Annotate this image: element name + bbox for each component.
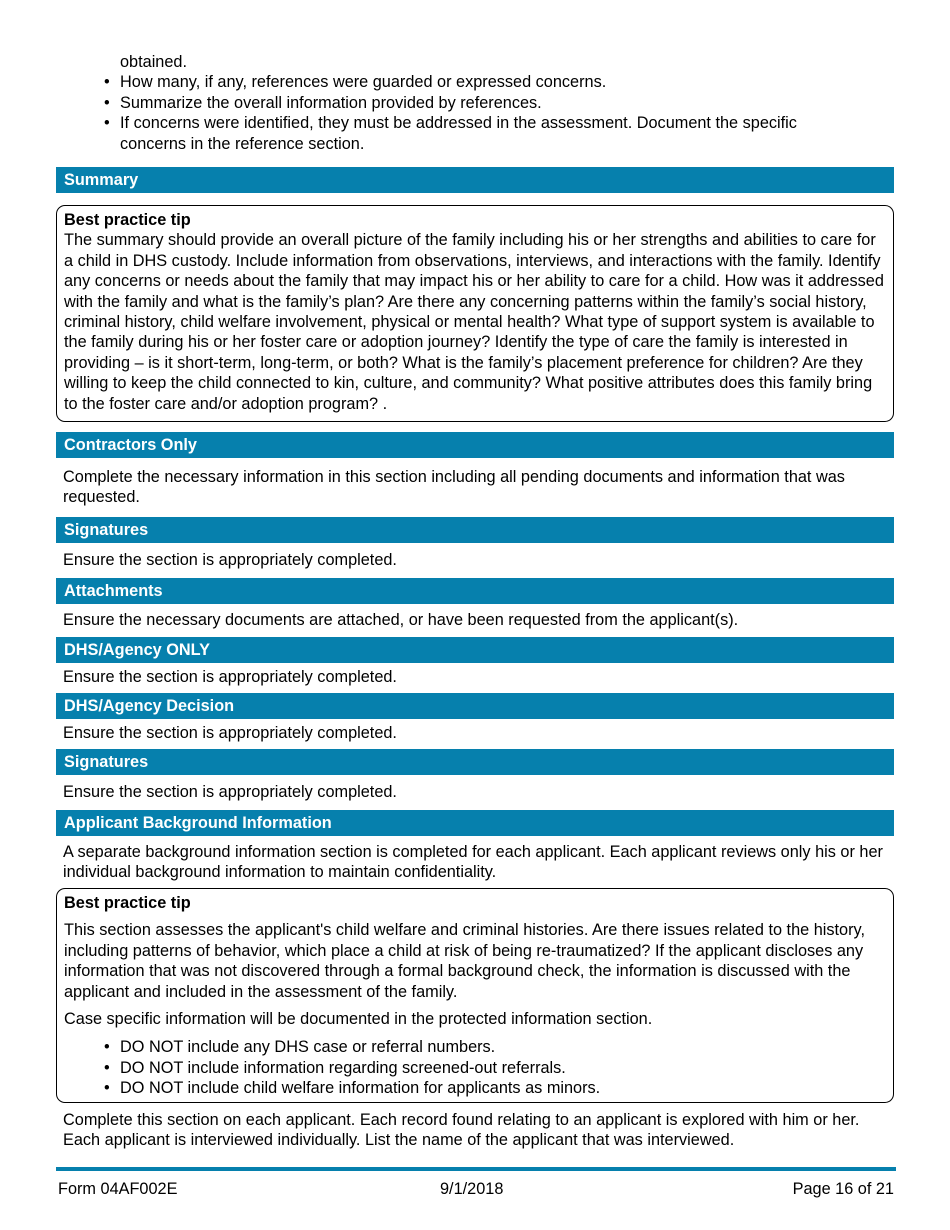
list-item: • How many, if any, references were guarded or expressed concerns. (56, 72, 894, 92)
attachments-text: Ensure the necessary documents are attached, or have been requested from the applicant(s). (63, 611, 739, 629)
footer-date: 9/1/2018 (440, 1180, 504, 1198)
tip-paragraph: This section assesses the applicant's child welfare and criminal histories. Are there issues related to the history, including patterns of behavior, which place a child at risk of being re-traumatized? If the applicant discloses any information that was not discovered through a formal background check, the information is discussed with the applicant and included in the assessment of the family. (64, 921, 865, 1001)
section-heading-agency-decision: DHS/Agency Decision (56, 693, 894, 719)
tip-paragraph: Case specific information will be documented in the protected information section. (64, 1010, 653, 1029)
section-heading-attachments: Attachments (56, 578, 894, 604)
section-heading-signatures-2: Signatures (56, 749, 894, 775)
list-item: • DO NOT include any DHS case or referral numbers. (64, 1037, 887, 1057)
contractors-text: Complete the necessary information in this section including all pending documents and information that was requested. (63, 468, 845, 507)
list-item: • If concerns were identified, they must be addressed in the assessment. Document the specific concerns in the reference section. (56, 113, 840, 154)
list-item: • DO NOT include information regarding screened-out referrals. (64, 1058, 887, 1078)
reference-checklist (56, 52, 894, 154)
signatures-text: Ensure the section is appropriately completed. (63, 551, 397, 569)
footer-divider (56, 1167, 896, 1171)
section-heading-signatures: Signatures (56, 517, 894, 543)
section-heading-contractors-only: Contractors Only (56, 432, 894, 458)
footer-form-number: Form 04AF002E (58, 1180, 178, 1198)
list-item: • DO NOT include child welfare information for applicants as minors. (64, 1078, 887, 1098)
section-heading-applicant-background: Applicant Background Information (56, 810, 894, 836)
background-closing-text: Complete this section on each applicant. Each record found relating to an applicant is explored with him or her. Each applicant is interviewed individually. List the name of the applicant that was interviewed. (63, 1111, 860, 1150)
tip-body: The summary should provide an overall picture of the family including his or her strengths and abilities to care for a child in DHS custody. Include information from observations, interviews, and interactions with the family. Identify any concerns or needs about the family that may impact his or her ability to care for a child. How was it addressed with the family and what is the family’s plan? Are there any concerning patterns within the family’s social history, criminal history, child welfare involvement, physical or mental health? What type of support system is available to the family during his or her foster care or adoption journey? Identify the type of care the family is interested in providing – is it short-term, long-term, or both? What is the family’s placement preference for children? Are they willing to keep the child connected to kin, culture, and community? What positive attributes does this family bring to the foster care and/or adoption program? . (64, 231, 884, 413)
background-best-practice-box (56, 888, 894, 1103)
tip-title: Best practice tip (64, 894, 191, 912)
section-heading-agency-only: DHS/Agency ONLY (56, 637, 894, 663)
background-intro-text: A separate background information section is completed for each applicant. Each applicant reviews only his or her individual background information to maintain confidentiality. (63, 843, 883, 882)
list-item: • Summarize the overall information provided by references. (56, 93, 894, 113)
tip-title: Best practice tip (64, 211, 191, 229)
continuation-text: obtained. (120, 53, 187, 71)
agency-decision-text: Ensure the section is appropriately completed. (63, 724, 397, 742)
agency-only-text: Ensure the section is appropriately completed. (63, 668, 397, 686)
signatures-2-text: Ensure the section is appropriately completed. (63, 783, 397, 801)
reference-bullet-list (56, 72, 894, 154)
tip-bullet-list (64, 1037, 887, 1098)
footer-page-number: Page 16 of 21 (792, 1180, 894, 1198)
section-heading-summary: Summary (56, 167, 894, 193)
summary-best-practice-box (56, 205, 894, 422)
